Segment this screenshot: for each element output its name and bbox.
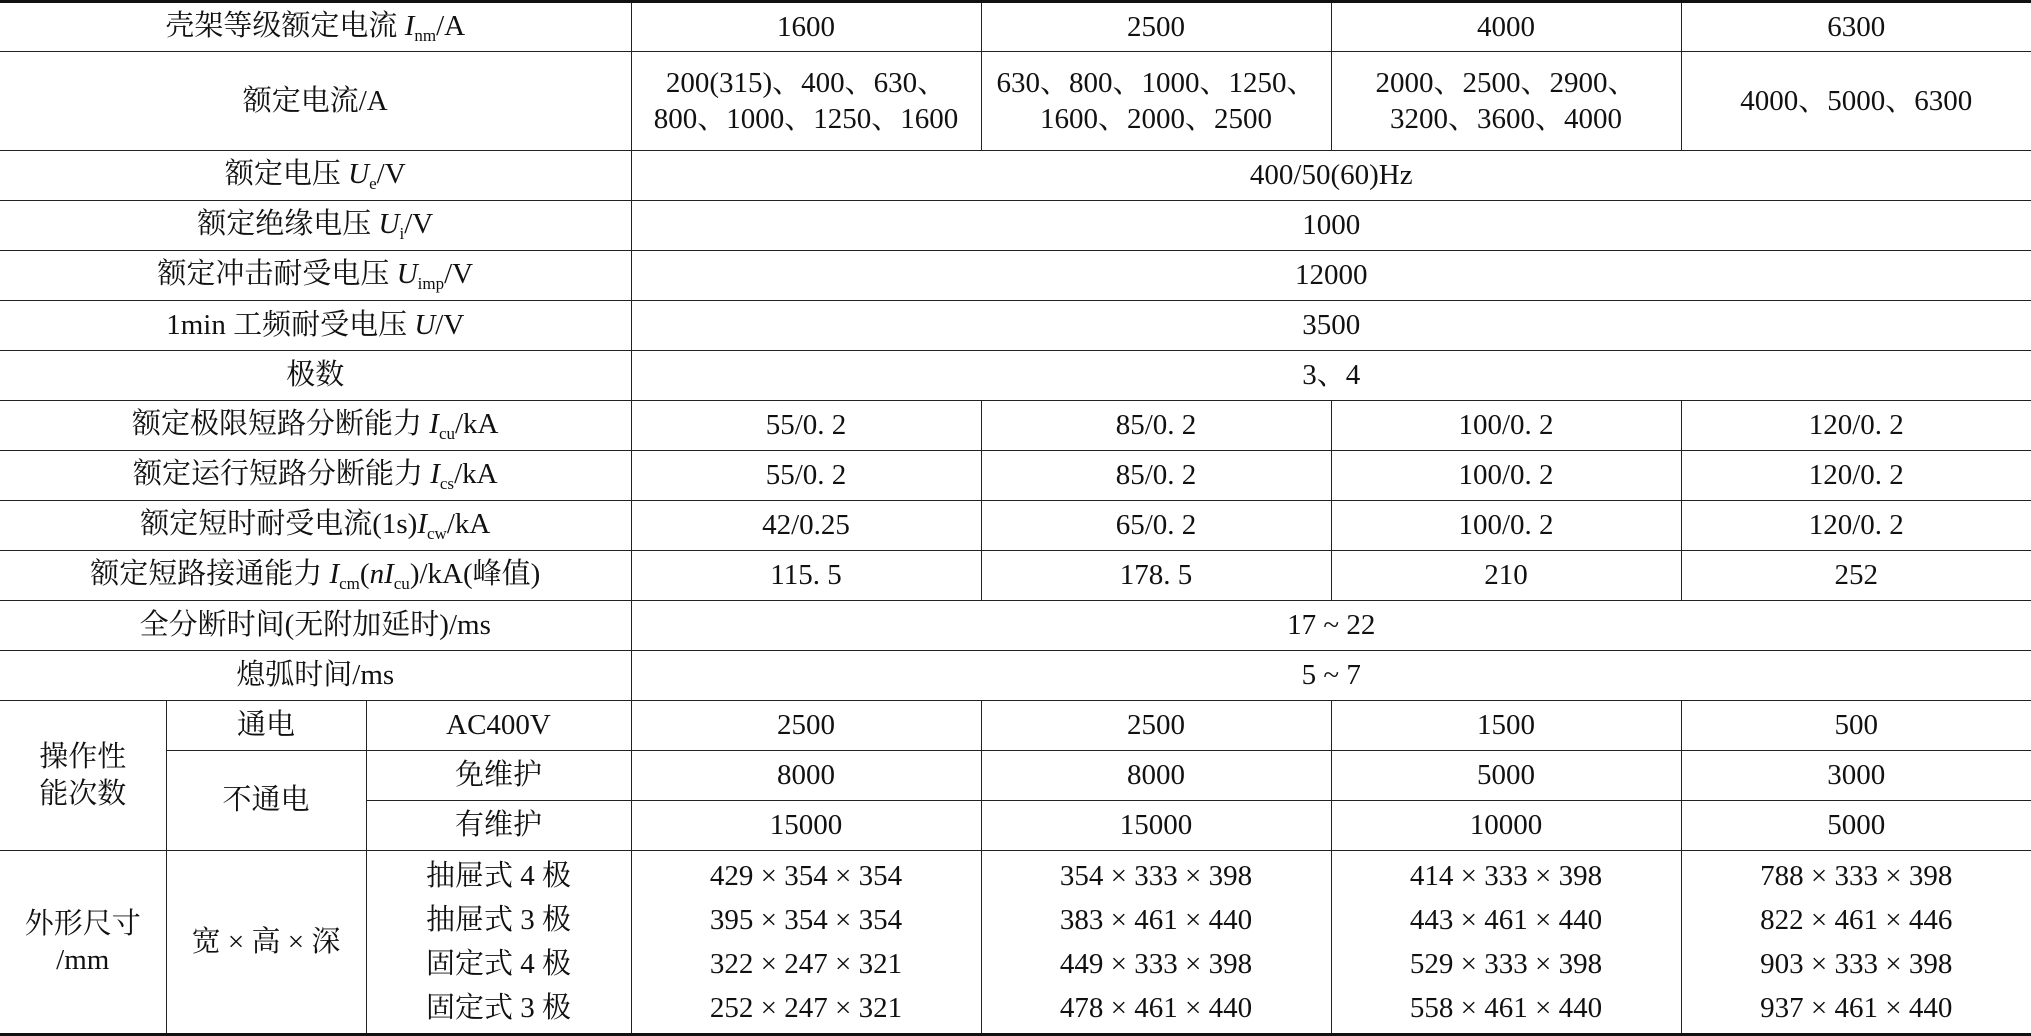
- label-energized: 通电: [166, 701, 366, 751]
- row-arc-time: [0, 651, 2031, 701]
- cell-energized-4: 500: [1681, 701, 2031, 751]
- cell-maint-free-3: 5000: [1331, 751, 1681, 801]
- dim-type-2: 抽屉式 3 极: [426, 904, 572, 936]
- row-impulse-voltage: [0, 251, 2031, 301]
- cell-icu-2: 85/0. 2: [981, 401, 1331, 451]
- cell-maint-free-2: 8000: [981, 751, 1331, 801]
- row-ics: [0, 451, 2031, 501]
- cell-ics-3: 100/0. 2: [1331, 451, 1681, 501]
- label-operations-group: 操作性 能次数: [0, 701, 166, 851]
- cell-rated-current-3: 2000、2500、2900、 3200、3600、4000: [1331, 52, 1681, 151]
- cell-ics-1: 55/0. 2: [631, 451, 981, 501]
- row-operations-energized: [0, 701, 2031, 751]
- row-operations-maint-free: [0, 751, 2031, 801]
- cell-arc-time: 5 ~ 7: [631, 651, 2031, 701]
- cell-energized-2: 2500: [981, 701, 1331, 751]
- label-break-time: 全分断时间(无附加延时)/ms: [0, 601, 631, 651]
- cell-insulation-voltage: 1000: [631, 201, 2031, 251]
- label-rated-current: 额定电流/A: [0, 52, 631, 151]
- cell-frame-4000: 4000: [1331, 2, 1681, 52]
- cell-rated-current-4: 4000、5000、6300: [1681, 52, 2031, 151]
- label-rated-voltage: 额定电压 $U_e/V$: [0, 151, 631, 201]
- label-poles: 极数: [0, 351, 631, 401]
- cell-frame-6300: 6300: [1681, 2, 2031, 52]
- cell-frame-1600: 1600: [631, 2, 981, 52]
- row-power-frequency: [0, 301, 2031, 351]
- row-dimensions: [0, 851, 2031, 1035]
- cell-icw-1: 42/0.25: [631, 501, 981, 551]
- label-dimensions-group: 外形尺寸 /mm: [0, 851, 166, 1035]
- cell-rated-voltage: 400/50(60)Hz: [631, 151, 2031, 201]
- row-icw: [0, 501, 2031, 551]
- label-icm: 额定短路接通能力 $I_{cm}(nI_{cu})/kA$(峰值): [0, 551, 631, 601]
- cell-poles: 3、4: [631, 351, 2031, 401]
- row-icu: [0, 401, 2031, 451]
- row-frame-current: [0, 2, 2031, 52]
- cell-with-maint-4: 5000: [1681, 801, 2031, 851]
- label-deenergized: 不通电: [166, 751, 366, 851]
- cell-icw-4: 120/0. 2: [1681, 501, 2031, 551]
- cell-ics-2: 85/0. 2: [981, 451, 1331, 501]
- cell-icu-4: 120/0. 2: [1681, 401, 2031, 451]
- cell-maint-free-4: 3000: [1681, 751, 2031, 801]
- row-rated-voltage: [0, 151, 2031, 201]
- cell-icw-2: 65/0. 2: [981, 501, 1331, 551]
- cell-icu-3: 100/0. 2: [1331, 401, 1681, 451]
- cell-break-time: 17 ~ 22: [631, 601, 2031, 651]
- cell-icm-1: 115. 5: [631, 551, 981, 601]
- cell-icw-3: 100/0. 2: [1331, 501, 1681, 551]
- row-poles: [0, 351, 2031, 401]
- label-dimensions-types: [366, 851, 631, 1035]
- cell-icm-4: 252: [1681, 551, 2031, 601]
- label-arc-time: 熄弧时间/ms: [0, 651, 631, 701]
- label-with-maint: 有维护: [366, 801, 631, 851]
- label-icw: 额定短时耐受电流$(1s)I_{cw}/kA$: [0, 501, 631, 551]
- label-dimensions-whd: 宽 × 高 × 深: [166, 851, 366, 1035]
- cell-icm-2: 178. 5: [981, 551, 1331, 601]
- label-impulse-voltage: 额定冲击耐受电压 $U_{imp}/V$: [0, 251, 631, 301]
- cell-rated-current-1: 200(315)、400、630、 800、1000、1250、1600: [631, 52, 981, 151]
- cell-dimensions-1600: 429 × 354 × 354 395 × 354 × 354 322 × 247 × 321 252 × 247 × 321: [631, 851, 981, 1035]
- cell-dimensions-6300: 788 × 333 × 398 822 × 461 × 446 903 × 333 × 398 937 × 461 × 440: [1681, 851, 2031, 1035]
- cell-with-maint-2: 15000: [981, 801, 1331, 851]
- cell-maint-free-1: 8000: [631, 751, 981, 801]
- row-rated-current: [0, 52, 2031, 151]
- cell-rated-current-2: 630、800、1000、1250、 1600、2000、2500: [981, 52, 1331, 151]
- label-power-frequency: 1min 工频耐受电压 U/V: [0, 301, 631, 351]
- cell-ics-4: 120/0. 2: [1681, 451, 2031, 501]
- label-insulation-voltage: 额定绝缘电压 $U_i/V$: [0, 201, 631, 251]
- label-ics: 额定运行短路分断能力 $I_{cs}/kA$: [0, 451, 631, 501]
- cell-energized-3: 1500: [1331, 701, 1681, 751]
- label-ac400v: AC400V: [366, 701, 631, 751]
- dim-type-3: 固定式 4 极: [426, 948, 572, 980]
- cell-frame-2500: 2500: [981, 2, 1331, 52]
- cell-with-maint-3: 10000: [1331, 801, 1681, 851]
- label-icu: 额定极限短路分断能力 $I_{cu}/kA$: [0, 401, 631, 451]
- cell-icu-1: 55/0. 2: [631, 401, 981, 451]
- cell-impulse-voltage: 12000: [631, 251, 2031, 301]
- dim-type-4: 固定式 3 极: [426, 992, 572, 1024]
- row-break-time: [0, 601, 2031, 651]
- cell-with-maint-1: 15000: [631, 801, 981, 851]
- row-insulation-voltage: [0, 201, 2031, 251]
- cell-power-frequency: 3500: [631, 301, 2031, 351]
- cell-icm-3: 210: [1331, 551, 1681, 601]
- label-maint-free: 免维护: [366, 751, 631, 801]
- cell-energized-1: 2500: [631, 701, 981, 751]
- label-frame-current: 壳架等级额定电流 $I_{nm}/A$: [0, 2, 631, 52]
- cell-dimensions-4000: 414 × 333 × 398 443 × 461 × 440 529 × 333 × 398 558 × 461 × 440: [1331, 851, 1681, 1035]
- row-icm: [0, 551, 2031, 601]
- dim-type-1: 抽屉式 4 极: [426, 860, 572, 892]
- cell-dimensions-2500: 354 × 333 × 398 383 × 461 × 440 449 × 333 × 398 478 × 461 × 440: [981, 851, 1331, 1035]
